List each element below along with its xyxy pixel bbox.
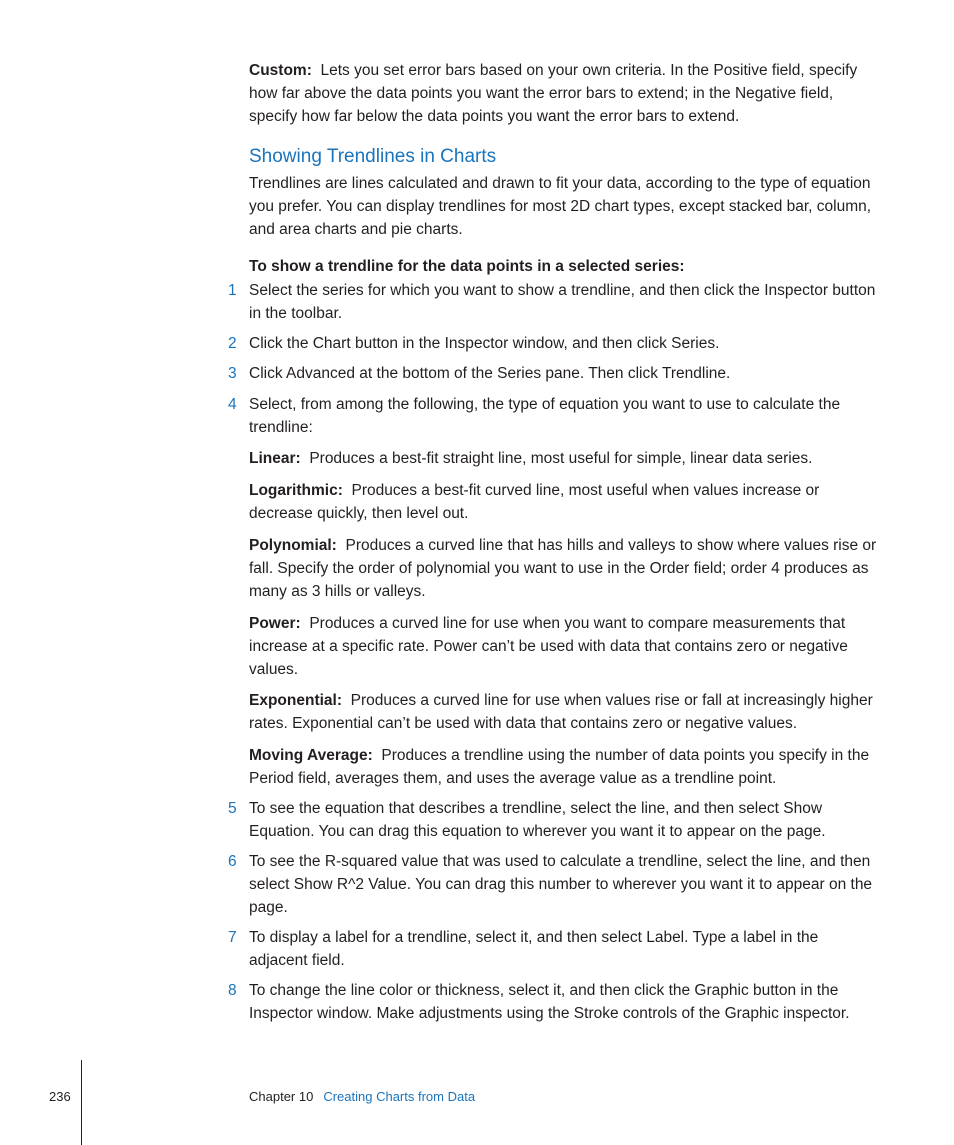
step-number: 4 <box>228 396 237 413</box>
option-text: Produces a best-fit straight line, most useful for simple, linear data series. <box>309 450 813 467</box>
option-text: Produces a curved line for use when you want to compare measurements that increase at a specific rate. Power can’t be used with data that contains zero or negative values. <box>249 615 848 678</box>
option-term: Logarithmic: <box>249 482 343 499</box>
option-logarithmic <box>249 479 879 525</box>
section-heading: Showing Trendlines in Charts <box>249 146 497 167</box>
step-number: 6 <box>228 853 237 870</box>
step-text: Click Advanced at the bottom of the Series pane. Then click Trendline. <box>249 365 731 382</box>
custom-term: Custom: <box>249 62 312 79</box>
step-text: Select, from among the following, the type of equation you want to use to calculate the trendline: <box>249 396 841 436</box>
step-number: 7 <box>228 929 237 946</box>
option-text: Produces a trendline using the number of data points you specify in the Period field, averages them, and uses the average value as a trendline point. <box>249 747 870 787</box>
step-text: To display a label for a trendline, select it, and then select Label. Type a label in the adjacent field. <box>249 929 819 969</box>
option-exponential <box>249 689 879 735</box>
option-text: Produces a best-fit curved line, most useful when values increase or decrease quickly, then level out. <box>249 482 820 522</box>
option-power <box>249 612 879 681</box>
step-number: 5 <box>228 800 237 817</box>
option-polynomial <box>249 534 879 603</box>
step-number: 8 <box>228 982 237 999</box>
option-text: Produces a curved line that has hills and valleys to show where values rise or fall. Specify the order of polynomial you want to use in the Order field; order 4 produces as many as 3 hills or valleys. <box>249 537 877 600</box>
custom-option-paragraph <box>249 59 879 128</box>
option-text: Produces a curved line for use when values rise or fall at increasingly higher rates. Exponential can’t be used with data that contains zero or negative values. <box>249 692 873 732</box>
option-moving-average <box>249 744 879 790</box>
step-number: 1 <box>228 282 237 299</box>
chapter-label: Chapter 10 <box>249 1089 314 1104</box>
footer-chapter <box>249 1089 475 1104</box>
step-text: Click the Chart button in the Inspector window, and then click Series. <box>249 335 720 352</box>
option-term: Linear: <box>249 450 301 467</box>
option-term: Moving Average: <box>249 747 373 764</box>
task-heading: To show a trendline for the data points in a selected series: <box>249 258 685 275</box>
step-text: To change the line color or thickness, select it, and then click the Graphic button in the Inspector window. Make adjustments using the Stroke controls of the Graphic inspector. <box>249 982 850 1022</box>
footer-divider <box>81 1060 82 1145</box>
step-number: 2 <box>228 335 237 352</box>
section-intro: Trendlines are lines calculated and drawn to fit your data, according to the type of equation you prefer. You can display trendlines for most 2D chart types, except stacked bar, column, and area charts and pie charts. <box>249 175 872 238</box>
custom-text: Lets you set error bars based on your own criteria. In the Positive field, specify how far above the data points you want the error bars to extend; in the Negative field, specify how far below the data points you want the error bars to extend. <box>249 62 858 125</box>
page-number: 236 <box>49 1089 71 1104</box>
chapter-title: Creating Charts from Data <box>323 1089 476 1104</box>
option-term: Exponential: <box>249 692 343 709</box>
option-term: Power: <box>249 615 301 632</box>
step-text: To see the equation that describes a trendline, select the line, and then select Show Equation. You can drag this equation to wherever you want it to appear on the page. <box>249 800 826 840</box>
step-number: 3 <box>228 365 237 382</box>
option-term: Polynomial: <box>249 537 337 554</box>
option-linear <box>249 447 879 470</box>
step-text: Select the series for which you want to show a trendline, and then click the Inspector button in the toolbar. <box>249 282 876 322</box>
step-text: To see the R-squared value that was used to calculate a trendline, select the line, and then select Show R^2 Value. You can drag this number to wherever you want it to appear on the page. <box>249 853 873 916</box>
